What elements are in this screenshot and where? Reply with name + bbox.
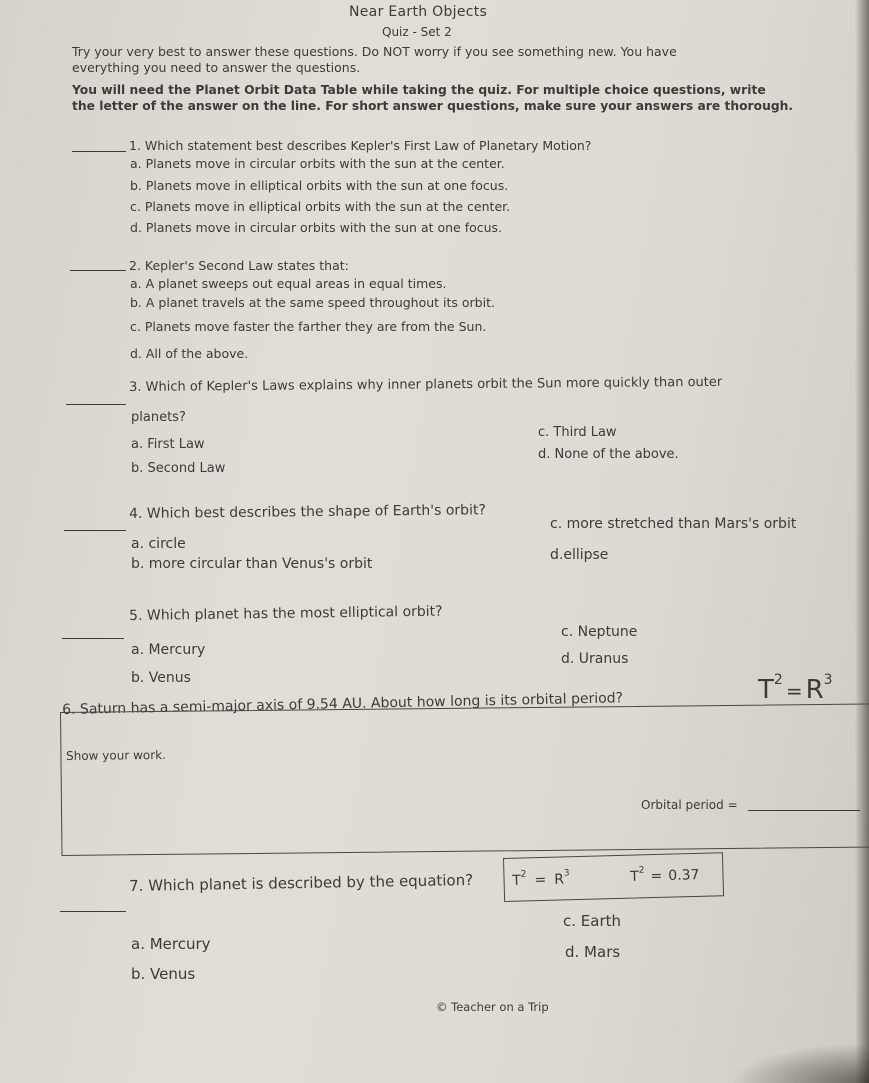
question-6: 6. Saturn has a semi-major axis of 9.54 AU. About how long is its orbital period? (62, 690, 624, 718)
q4-option-d: d.ellipse (550, 547, 609, 563)
answer-blank-q3[interactable] (66, 404, 126, 405)
q1-option-b: b. Planets move in elliptical orbits with the sun at one focus. (130, 178, 509, 193)
q7-eq2-t-exponent: 2 (638, 865, 645, 876)
q3-option-a: a. First Law (131, 437, 205, 452)
q1-option-a: a. Planets move in circular orbits with the sun at the center. (130, 156, 505, 171)
q7-eq2-value: 0.37 (668, 867, 700, 884)
page-shadow-right (855, 0, 869, 1083)
question-5: 5. Which planet has the most elliptical orbit? (129, 603, 443, 624)
instructions-line-1: You will need the Planet Orbit Data Table while taking the quiz. For multiple choice questions, write (72, 83, 766, 97)
q7-option-d: d. Mars (565, 943, 621, 961)
answer-blank-q5[interactable] (62, 638, 124, 639)
page-title: Near Earth Objects (349, 4, 488, 20)
formula-t-exponent: 2 (773, 672, 783, 688)
q2-option-c: c. Planets move faster the farther they are from the Sun. (130, 319, 487, 334)
formula-t: T (758, 675, 774, 705)
q7-eq2-equals: = (650, 868, 663, 885)
orbital-period-answer-blank[interactable] (748, 810, 860, 811)
intro-line-2: everything you need to answer the questions. (72, 60, 361, 75)
copyright-footer: © Teacher on a Trip (436, 1000, 549, 1014)
page-subtitle: Quiz - Set 2 (382, 25, 452, 39)
orbital-period-label: Orbital period = (641, 798, 738, 812)
formula-equals: = (785, 679, 803, 703)
q4-option-c: c. more stretched than Mars's orbit (550, 516, 797, 532)
q7-eq1-t: T (512, 872, 522, 889)
question-2: 2. Kepler's Second Law states that: (129, 258, 349, 273)
q7-option-a: a. Mercury (131, 935, 211, 953)
q3-option-c: c. Third Law (538, 425, 617, 440)
q7-eq1-equals: = (534, 872, 547, 889)
q5-option-c: c. Neptune (561, 624, 638, 640)
q5-option-a: a. Mercury (131, 642, 206, 658)
q1-option-d: d. Planets move in circular orbits with the sun at one focus. (130, 220, 503, 235)
answer-blank-q7[interactable] (60, 911, 126, 912)
formula-r-exponent: 3 (823, 672, 833, 688)
q7-equation-2 (630, 864, 700, 885)
q2-option-d: d. All of the above. (130, 346, 249, 361)
kepler-third-law-formula (758, 672, 833, 705)
answer-blank-q4[interactable] (64, 530, 126, 531)
answer-blank-q1[interactable] (72, 151, 126, 152)
q1-option-c: c. Planets move in elliptical orbits with the sun at the center. (130, 199, 511, 214)
q5-option-b: b. Venus (131, 670, 191, 686)
question-3-line-1: 3. Which of Kepler's Laws explains why inner planets orbit the Sun more quickly than outer (129, 374, 723, 395)
q7-eq1-t-exponent: 2 (520, 869, 527, 880)
intro-line-1: Try your very best to answer these questions. Do NOT worry if you see something new. You have (72, 44, 677, 59)
q7-eq1-r-exponent: 3 (563, 868, 570, 879)
work-area-box-q6[interactable] (60, 703, 869, 856)
question-7: 7. Which planet is described by the equation? (129, 870, 474, 895)
q4-option-b: b. more circular than Venus's orbit (131, 556, 373, 572)
q7-equation-1 (512, 868, 570, 888)
show-work-label: Show your work. (66, 747, 166, 763)
question-1: 1. Which statement best describes Kepler's First Law of Planetary Motion? (129, 138, 592, 153)
q3-option-d: d. None of the above. (538, 447, 679, 462)
q7-eq1-r: R (554, 871, 565, 888)
question-3-line-2: planets? (131, 410, 186, 425)
formula-r: R (805, 675, 824, 705)
q5-option-d: d. Uranus (561, 651, 629, 667)
q7-option-b: b. Venus (131, 965, 196, 983)
q2-option-b: b. A planet travels at the same speed throughout its orbit. (130, 295, 495, 310)
instructions-line-2: the letter of the answer on the line. For short answer questions, make sure your answers are thorough. (72, 99, 794, 113)
answer-blank-q2[interactable] (70, 270, 126, 271)
page-shadow-corner (729, 1043, 869, 1083)
q3-option-b: b. Second Law (131, 461, 226, 476)
q2-option-a: a. A planet sweeps out equal areas in equal times. (130, 276, 447, 291)
q4-option-a: a. circle (131, 536, 186, 552)
question-4: 4. Which best describes the shape of Earth's orbit? (129, 502, 486, 522)
q7-option-c: c. Earth (563, 912, 622, 930)
q7-eq2-t: T (630, 868, 640, 885)
